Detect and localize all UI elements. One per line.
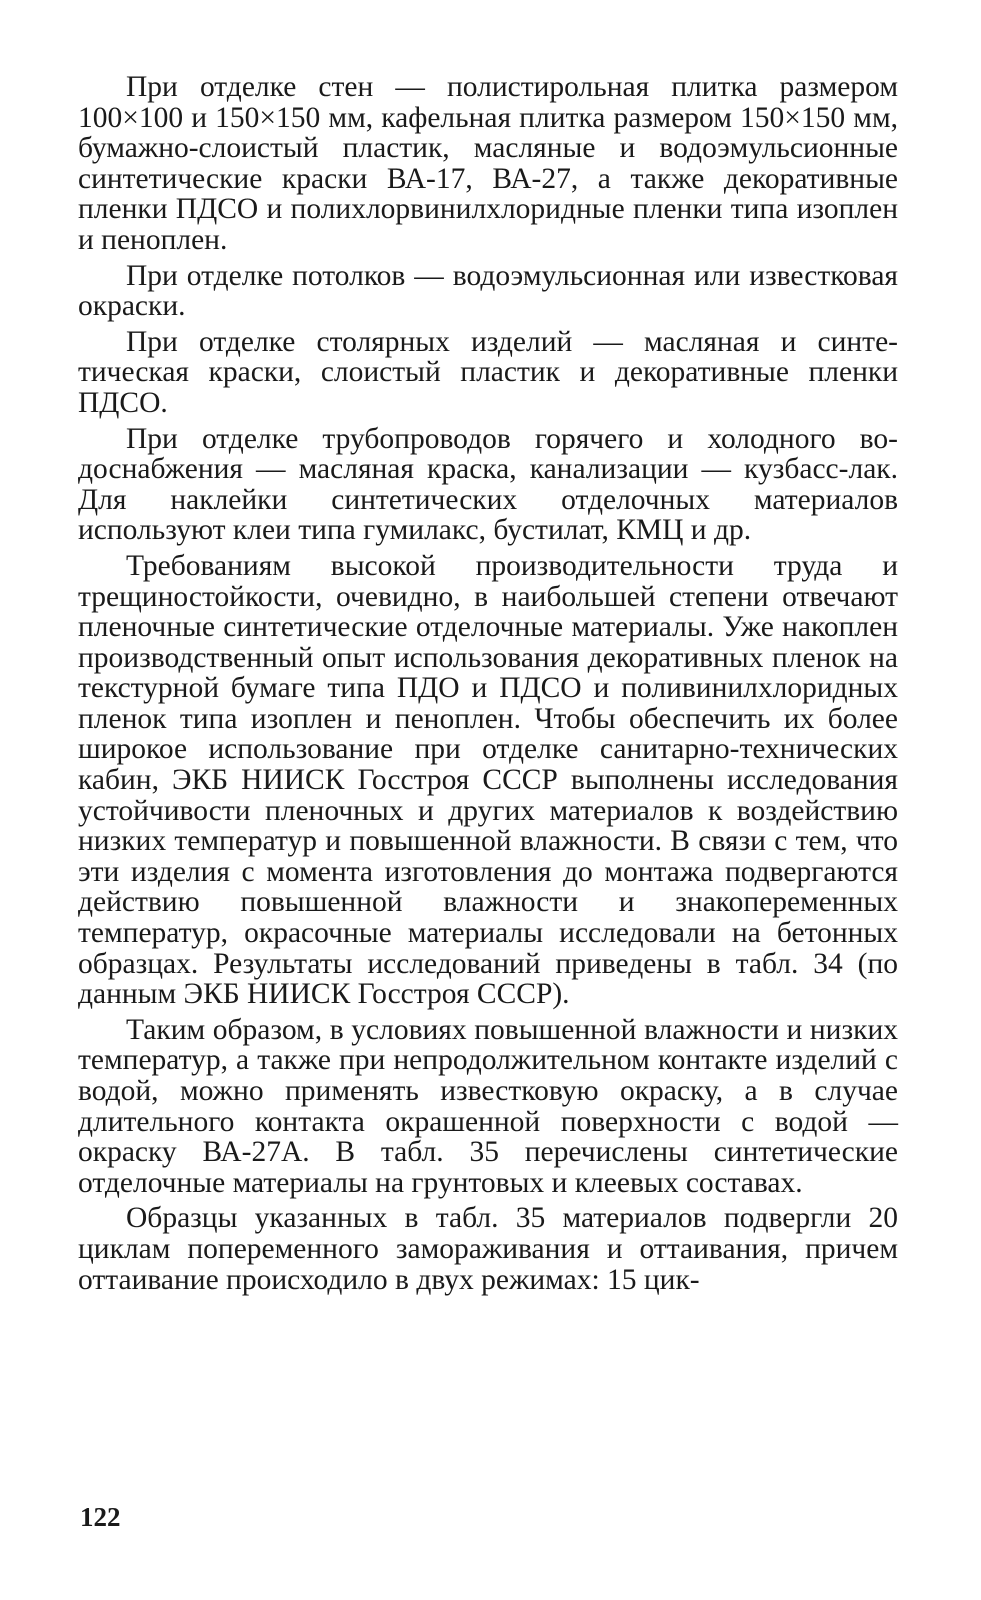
page-body	[78, 72, 898, 1300]
paragraph-freeze-thaw: Образцы указанных в табл. 35 материалов подвергли 20 циклам попеременного замораживания и оттаивания, причем оттаивание происходило в двух режимах: 15 цик-	[78, 1202, 898, 1296]
paragraph-joinery-finishing: При отделке столярных изделий — масляная и синтетическая краски, слоистый пластик и декоративные пленки ПДСО.	[78, 325, 898, 419]
page-number: 122	[80, 1502, 121, 1532]
paragraph-conclusion: Таким образом, в условиях повышенной влажности и низких температур, а также при непродолжительном контакте изделий с водой, можно применять известковую окраску, а в случае длительного контакта окрашенной поверхности с водой — окраску ВА-27А. В табл. 35 перечислены синтетические отделочные материалы на грунтовых и клеевых составах.	[78, 1013, 898, 1199]
paragraph-film-materials: Требованиям высокой производительности труда и трещиностойкости, очевидно, в наибольшей степени отвечают пленочные синтетические отделочные материалы. Уже накоплен производственный опыт использования декоративных пленок на текстурной бумаге типа ПДО и ПДСО и поливинилхлоридных пленок типа изоплен и пеноплен. Чтобы обеспечить их более широкое использование при отделке санитарно-технических кабин, ЭКБ НИИСК Госстроя СССР выполнены исследования устойчивости пленочных и других материалов к воздействию низких температур и повышенной влажности. В связи с тем, что эти изделия с момента изготовления до монтажа подвергаются действию повышенной влажности и знакопеременных температур, окрасочные материалы исследовали на бетонных образцах. Результаты исследований приведены в табл. 34 (по данным ЭКБ НИИСК Госстроя СССР).	[78, 549, 898, 1011]
paragraph-ceiling-finishing: При отделке потолков — водоэмульсионная или известковая окраски.	[78, 259, 898, 323]
paragraph-wall-finishing: При отделке стен — полистирольная плитка размером 100×100 и 150×150 мм, кафельная плитка размером 150×150 мм, бумажно-слоистый пластик, масляные и водоэмульсионные синтетические краски ВА-17, ВА-27, а также декоративные пленки ПДСО и полихлорвинилхлоридные пленки типа изоплен и пеноплен.	[78, 71, 898, 256]
paragraph-pipeline-finishing: При отделке трубопроводов горячего и холодного водоснабжения — масляная краска, канализации — кузбасс-лак. Для наклейки синтетических отделочных материалов используют клеи типа гумилакс, бустилат, КМЦ и др.	[78, 422, 898, 547]
